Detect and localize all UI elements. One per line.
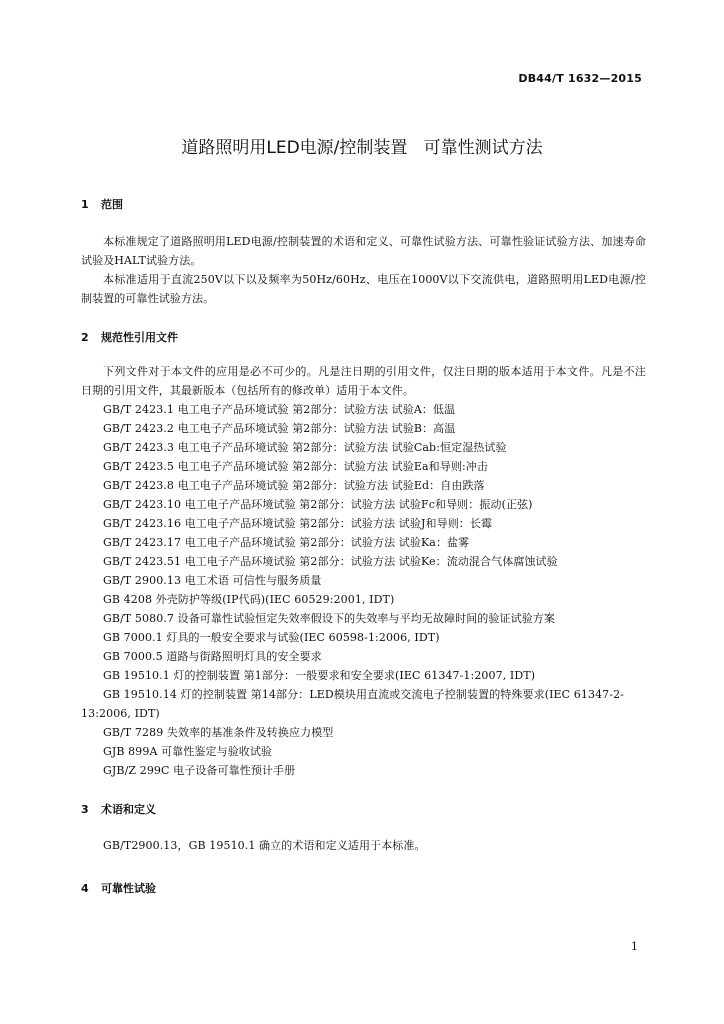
section-number: 4 [81,882,89,895]
reference-item: GB/T 7289 失效率的基准条件及转换应力模型 [103,726,334,739]
reference-item: GB/T 2423.5 电工电子产品环境试验 第2部分：试验方法 试验Ea和导则:冲击 [103,460,488,473]
section-2-body [81,362,646,780]
reference-item: GB 4208 外壳防护等级(IP代码)(IEC 60529:2001, IDT) [103,593,395,606]
section-title: 可靠性试验 [101,882,156,895]
reference-item: GB 19510.14 灯的控制装置 第14部分：LED模块用直流或交流电子控制装置的特殊要求(IEC 61347-2-13:2006, IDT) [81,688,624,720]
reference-item: GB/T 2423.17 电工电子产品环境试验 第2部分：试验方法 试验Ka：盐雾 [103,536,470,549]
reference-item: GJB/Z 299C 电子设备可靠性预计手册 [103,764,296,777]
section-1-heading [81,196,123,212]
page-number: 1 [631,940,638,953]
reference-item: GJB 899A 可靠性鉴定与验收试验 [103,745,273,758]
paragraph: GB/T2900.13，GB 19510.1 确立的术语和定义适用于本标准。 [103,839,426,852]
section-number: 3 [81,803,89,816]
section-title: 术语和定义 [101,803,156,816]
paragraph: 下列文件对于本文件的应用是必不可少的。凡是注日期的引用文件，仅注日期的版本适用于本文件。凡是不注日期的引用文件，其最新版本（包括所有的修改单）适用于本文件。 [81,365,646,397]
section-1-body [81,232,646,308]
section-3-body [81,836,646,855]
section-number: 2 [81,331,89,344]
reference-item: GB 19510.1 灯的控制装置 第1部分：一般要求和安全要求(IEC 61347-1:2007, IDT) [103,669,536,682]
reference-item: GB/T 2423.1 电工电子产品环境试验 第2部分：试验方法 试验A：低温 [103,403,456,416]
section-3-heading [81,801,156,817]
reference-item: GB/T 2423.16 电工电子产品环境试验 第2部分：试验方法 试验J和导则：长霉 [103,517,493,530]
paragraph: 本标准规定了道路照明用LED电源/控制装置的术语和定义、可靠性试验方法、可靠性验证试验方法、加速寿命试验及HALT试验方法。 [81,235,646,267]
section-number: 1 [81,198,89,211]
reference-item: GB/T 2423.51 电工电子产品环境试验 第2部分：试验方法 试验Ke：流动混合气体腐蚀试验 [103,555,558,568]
reference-item: GB/T 5080.7 设备可靠性试验恒定失效率假设下的失效率与平均无故障时间的验证试验方案 [103,612,555,625]
reference-item: GB/T 2423.10 电工电子产品环境试验 第2部分：试验方法 试验Fc和导则：振动(正弦) [103,498,533,511]
reference-item: GB/T 2423.8 电工电子产品环境试验 第2部分：试验方法 试验Ed：自由跌落 [103,479,485,492]
reference-item: GB/T 2900.13 电工术语 可信性与服务质量 [103,574,322,587]
section-title: 规范性引用文件 [101,331,178,344]
document-title: 道路照明用LED电源/控制装置 可靠性测试方法 [181,138,543,158]
reference-item: GB 7000.5 道路与街路照明灯具的安全要求 [103,650,322,663]
section-title: 范围 [101,198,123,211]
reference-item: GB/T 2423.2 电工电子产品环境试验 第2部分：试验方法 试验B：高温 [103,422,456,435]
reference-item: GB/T 2423.3 电工电子产品环境试验 第2部分：试验方法 试验Cab:恒定湿热试验 [103,441,507,454]
paragraph: 本标准适用于直流250V以下以及频率为50Hz/60Hz、电压在1000V以下交流供电，道路照明用LED电源/控制装置的可靠性试验方法。 [81,273,646,305]
section-4-heading [81,880,156,896]
reference-item: GB 7000.1 灯具的一般安全要求与试验(IEC 60598-1:2006, IDT) [103,631,440,644]
section-2-heading [81,329,178,345]
normative-reference-list [81,400,646,780]
standard-code: DB44/T 1632—2015 [518,72,642,85]
